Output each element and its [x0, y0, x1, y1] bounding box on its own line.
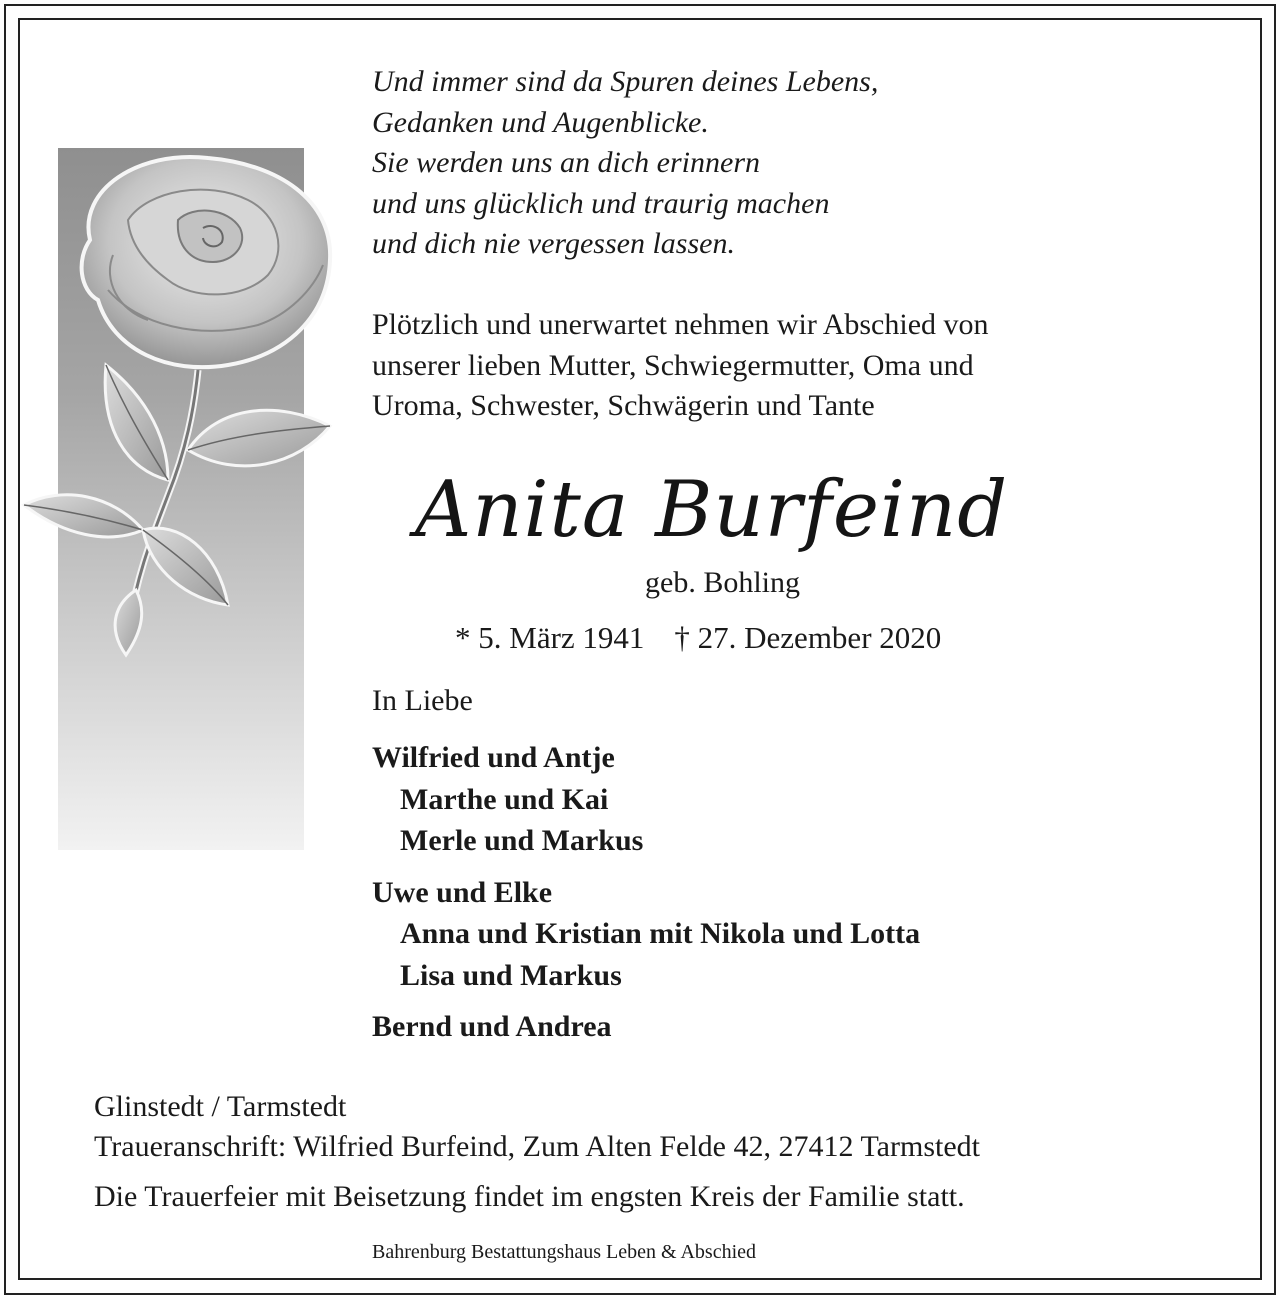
- undertaker-credit: Bahrenburg Bestattungshaus Leben & Abschied: [372, 1241, 757, 1263]
- announcement: [372, 305, 989, 427]
- birth-date: * 5. März 1941: [455, 620, 645, 655]
- life-dates: [455, 617, 941, 659]
- service-note: Die Trauerfeier mit Beisetzung findet im engsten Kreis der Familie statt.: [94, 1180, 965, 1213]
- birth-name: geb. Bohling: [645, 566, 800, 599]
- poem-line: Und immer sind da Spuren deines Lebens,: [372, 65, 879, 98]
- family-group: [372, 872, 920, 997]
- poem: [372, 62, 878, 265]
- family-head: Uwe und Elke: [372, 875, 553, 909]
- family-member: Anna und Kristian mit Nikola und Lotta: [400, 917, 921, 950]
- footer: [94, 1087, 980, 1217]
- closing-phrase: In Liebe: [372, 684, 473, 717]
- family-member: Merle und Markus: [400, 824, 644, 857]
- mourning-address: Traueranschrift: Wilfried Burfeind, Zum Alten Felde 42, 27412 Tarmstedt: [94, 1130, 980, 1163]
- family-group: [372, 1006, 920, 1048]
- mourners-list: [372, 737, 920, 1058]
- announcement-line: unserer lieben Mutter, Schwiegermutter, Oma und: [372, 348, 974, 382]
- family-head: Bernd und Andrea: [372, 1010, 612, 1043]
- family-head: Wilfried und Antje: [372, 741, 615, 774]
- poem-line: Gedanken und Augenblicke.: [372, 105, 709, 139]
- poem-line: und dich nie vergessen lassen.: [372, 227, 735, 260]
- poem-line: und uns glücklich und traurig machen: [372, 186, 830, 220]
- death-date: † 27. Dezember 2020: [674, 620, 942, 655]
- family-group: [372, 737, 920, 862]
- family-member: Marthe und Kai: [400, 782, 609, 816]
- announcement-line: Plötzlich und unerwartet nehmen wir Abschied von: [372, 308, 989, 341]
- deceased-name: Anita Burfeind: [415, 465, 1009, 555]
- poem-line: Sie werden uns an dich erinnern: [372, 146, 760, 179]
- announcement-line: Uroma, Schwester, Schwägerin und Tante: [372, 389, 875, 422]
- location: Glinstedt / Tarmstedt: [94, 1090, 347, 1123]
- family-member: Lisa und Markus: [400, 958, 622, 992]
- rose-icon: [18, 150, 348, 660]
